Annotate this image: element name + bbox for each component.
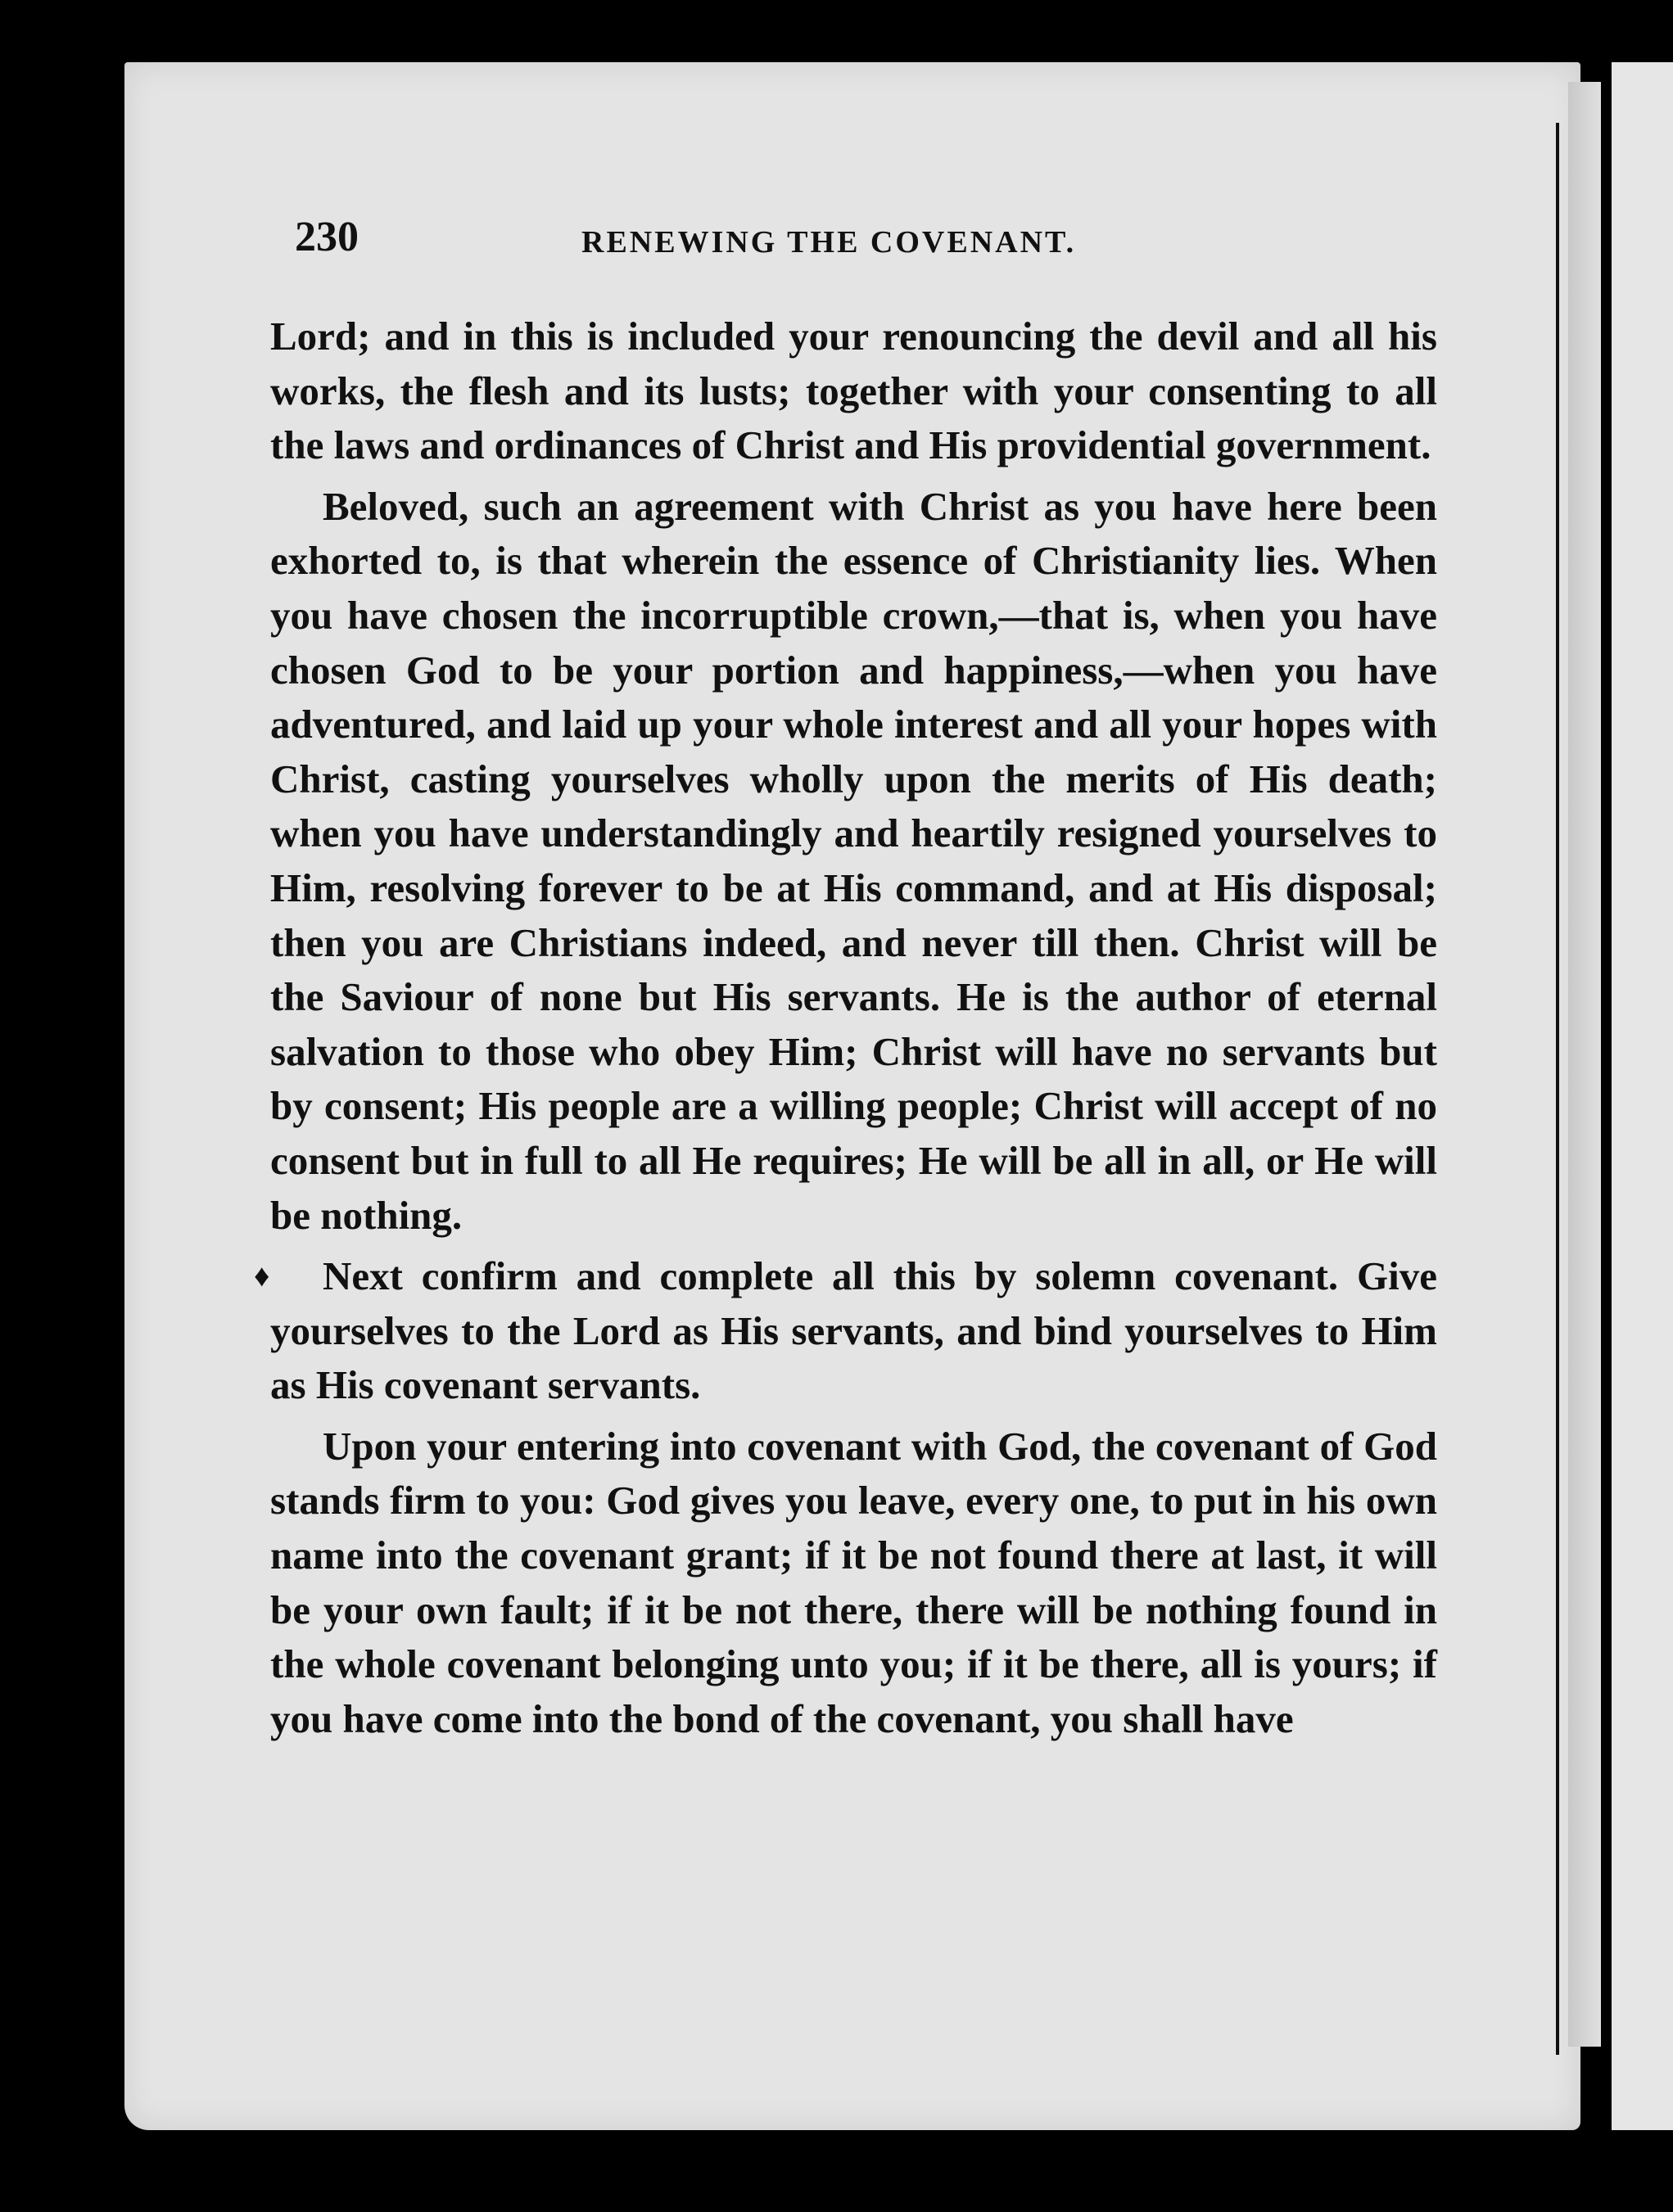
- paragraph: Lord; and in this is included your renouncing the devil and all his works, the flesh and its lusts; together with your consenting to all the laws and ordinances of Christ and His providential government.: [270, 314, 1437, 468]
- paragraph: Beloved, such an agreement with Christ as you have here been exhorted to, is that wherein the essence of Christianity lies. When you have chosen the incorruptible crown,—that is, when you have chosen God to be your portion and happiness,—when you have adventured, and laid up your whole interest and all your hopes with Christ, casting yourselves wholly upon the merits of His death; when you have understandingly and heartily resigned yourselves to Him, resolving forever to be at His command, and at His disposal; then you are Christians indeed, and never till then. Christ will be the Saviour of none but His servants. He is the author of eternal salvation to those who obey Him; Christ will have no servants but by consent; His people are a willing people; Christ will accept of no consent but in full to all He requires; He will be all in all, or He will be nothing.: [270, 483, 1437, 1238]
- adjacent-page-edge: [1612, 62, 1673, 2130]
- paragraph-mark-icon: ♦: [254, 1259, 270, 1294]
- running-head: RENEWING THE COVENANT.: [581, 225, 1077, 260]
- page-header: [295, 213, 1441, 278]
- paragraph-with-mark: [254, 1249, 1437, 1413]
- paragraph: Upon your entering into covenant with God, the covenant of God stands firm to you: God gives you leave, every one, to put in his own name into the covenant grant; if it be not found there at last, it will be your own fault; if it be not there, there will be nothing found in the whole covenant belonging unto you; if it be there, all is yours; if you have come into the bond of the covenant, you shall have: [270, 1423, 1437, 1741]
- paragraph: Next confirm and complete all this by solemn covenant. Give yourselves to the Lord as His servants, and bind yourselves to Him as His covenant servants.: [270, 1253, 1437, 1408]
- page-text: [254, 309, 1437, 1753]
- page-gutter: [1556, 123, 1608, 2055]
- page-number: 230: [295, 214, 359, 260]
